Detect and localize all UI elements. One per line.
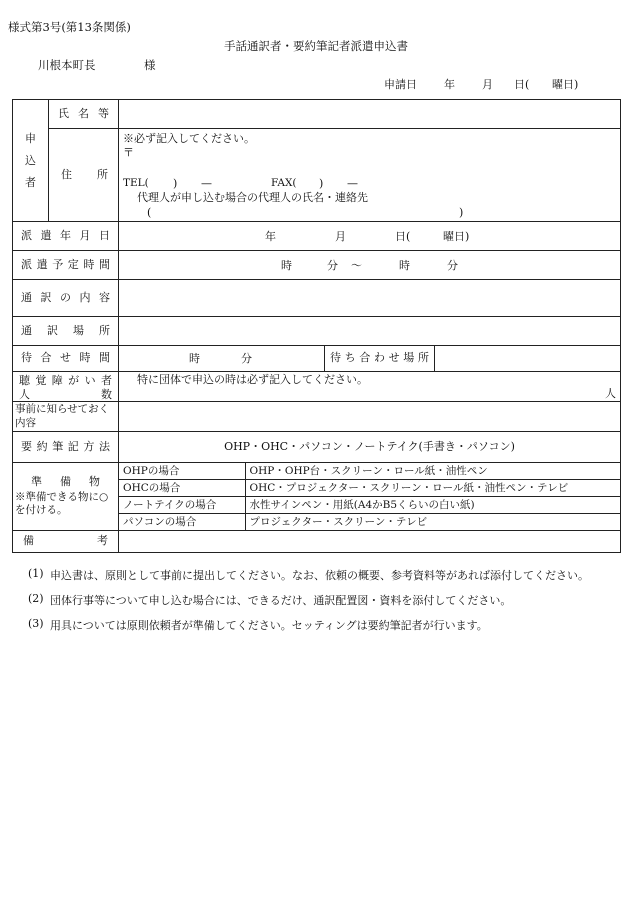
meeting-time-field[interactable] (119, 346, 325, 372)
equipment-items[interactable]: OHC・プロジェクター・スクリーン・ロール紙・油性ペン・テレビ (245, 480, 620, 497)
equipment-label-cell: 準 備 物 ※準備できる物に○を付ける。 (13, 463, 119, 531)
equipment-row[interactable] (119, 480, 620, 497)
dispatch-start-hour-unit: 時 (281, 259, 292, 272)
remarks-label-cell: 備 考 (13, 531, 119, 553)
equipment-case: OHPの場合 (119, 463, 245, 480)
note-number: (2) (28, 592, 44, 605)
note-item (28, 592, 628, 608)
dispatch-year-unit: 年 (265, 230, 276, 243)
proxy-note: 代理人が申し込む場合の代理人の氏名・連絡先 (137, 191, 368, 204)
application-date-month: 月 (482, 78, 493, 91)
proxy-open: ( (147, 206, 152, 219)
dispatch-month-unit: 月 (335, 230, 346, 243)
name-label-cell: 氏 名 等 (49, 100, 119, 129)
addressee: 川根本町長 (38, 58, 96, 72)
application-date-year: 年 (444, 78, 455, 91)
meeting-min-unit: 分 (241, 352, 252, 365)
meeting-place-label-cell: 待 ち 合 わ せ 場 所 (325, 346, 435, 372)
dispatch-end-hour-unit: 時 (399, 259, 410, 272)
application-form-table (12, 99, 621, 553)
equipment-row[interactable] (119, 463, 620, 480)
prior-label-cell (13, 402, 119, 432)
equipment-case: OHCの場合 (119, 480, 245, 497)
content-label-cell: 通 訳 の 内 容 (13, 280, 119, 317)
dispatch-weekday-unit: 曜日) (443, 230, 470, 243)
equipment-items[interactable]: OHP・OHP台・スクリーン・ロール紙・油性ペン (245, 463, 620, 480)
applicant-group-label: 申込者 (25, 131, 36, 189)
equipment-case: ノートテイクの場合 (119, 497, 245, 514)
application-date-weekday: 曜日) (552, 78, 579, 91)
address-label-cell: 住 所 (49, 129, 119, 222)
tel-label: TEL( (123, 177, 149, 189)
meeting-hour-unit: 時 (189, 352, 200, 365)
address-field[interactable] (119, 129, 621, 222)
equipment-items[interactable]: 水性サインペン・用紙(A4かB5くらいの白い紙) (245, 497, 620, 514)
content-field[interactable] (119, 280, 621, 317)
prior-field[interactable] (119, 402, 621, 432)
place-label-cell: 通 訳 場 所 (13, 317, 119, 346)
hearing-field[interactable] (119, 372, 621, 402)
dispatch-day-unit: 日( (395, 230, 411, 243)
place-field[interactable] (119, 317, 621, 346)
note-number: (1) (28, 567, 44, 580)
proxy-close: ) (459, 206, 464, 219)
fax-close: ) (319, 177, 324, 190)
note-text: 用具については原則依頼者が準備してください。セッティングは要約筆記者が行います。 (50, 619, 488, 632)
equipment-row[interactable] (119, 497, 620, 514)
method-options: OHP・OHC・パソコン・ノートテイク(手書き・パソコン) (224, 439, 515, 453)
applicant-group-cell (13, 100, 49, 222)
dispatch-time-label-cell: 派 遣 予 定 時 間 (13, 251, 119, 280)
name-field[interactable] (119, 100, 621, 129)
remarks-field[interactable] (119, 531, 621, 553)
meeting-time-label-cell: 待 合 せ 時 間 (13, 346, 119, 372)
postal-mark: 〒 (123, 146, 134, 159)
dispatch-time-field[interactable] (119, 251, 621, 280)
method-label-cell: 要 約 筆 記 方 法 (13, 432, 119, 463)
note-item (28, 617, 628, 633)
notes-list (28, 567, 628, 642)
note-item (28, 567, 628, 583)
addressee-suffix: 様 (144, 58, 156, 72)
hearing-note: 特に団体で申込の時は必ず記入してください。 (137, 373, 368, 386)
tel-dash: — (201, 177, 212, 190)
note-text: 団体行事等について申し込む場合には、できるだけ、通訳配置図・資料を添付してください。 (50, 594, 512, 607)
note-text: 申込書は、原則として事前に提出してください。なお、依頼の概要、参考資料等があれば添付してください。 (50, 569, 589, 582)
dispatch-end-min-unit: 分 (447, 259, 458, 272)
required-note: ※必ず記入してください。 (123, 132, 255, 145)
hearing-label-cell: 聴 覚 障 が い 者 人 数 (13, 372, 119, 402)
equipment-table-cell (119, 463, 621, 531)
application-date-day: 日( (514, 78, 530, 91)
tel-close: ) (173, 177, 178, 190)
equipment-sub-label: ※準備できる物に○を付ける。 (15, 491, 109, 517)
fax-label: FAX( (271, 177, 297, 189)
dispatch-time-tilde: 〜 (351, 259, 362, 272)
equipment-case: パソコンの場合 (119, 514, 245, 531)
application-date-label: 申請日 (384, 78, 417, 91)
meeting-place-field[interactable] (435, 346, 621, 372)
fax-dash: — (347, 177, 358, 190)
prior-label: 事前に知らせておく内容 (15, 402, 110, 429)
dispatch-date-field[interactable] (119, 222, 621, 251)
equipment-items[interactable]: プロジェクター・スクリーン・テレビ (249, 515, 428, 528)
dispatch-start-min-unit: 分 (327, 259, 338, 272)
form-title: 手話通訳者・要約筆記者派遣申込書 (224, 39, 408, 53)
equipment-row[interactable] (119, 514, 620, 531)
method-field[interactable] (119, 432, 621, 463)
note-number: (3) (28, 617, 44, 630)
dispatch-date-label-cell: 派 遣 年 月 日 (13, 222, 119, 251)
equipment-table (119, 463, 620, 530)
form-number: 様式第3号(第13条関係) (8, 20, 131, 34)
hearing-unit: 人 (605, 387, 617, 400)
